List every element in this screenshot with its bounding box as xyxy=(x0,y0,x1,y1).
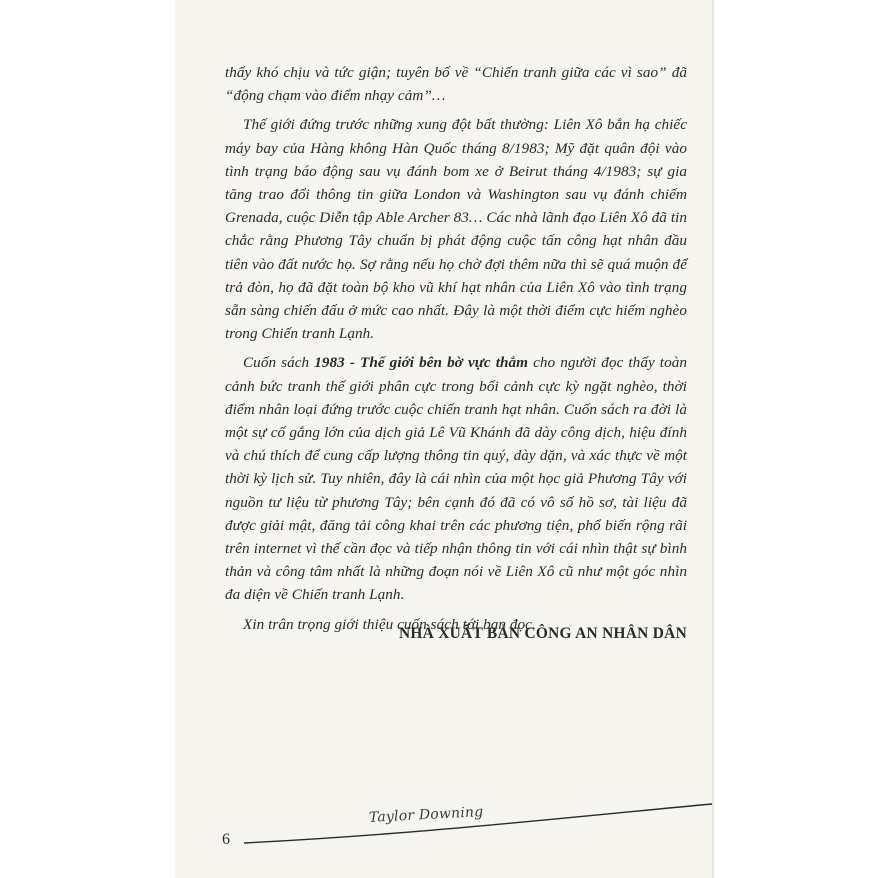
page-number: 6 xyxy=(222,831,230,848)
book-title: 1983 - Thế giới bên bờ vực thẳm xyxy=(314,354,529,372)
paragraph-3-text-start: Cuốn sách xyxy=(243,354,315,372)
body-text xyxy=(225,61,687,642)
paragraph-3-text-rest: cho người đọc thấy toàn cảnh bức tranh thế giới phân cực trong bối cảnh cực kỳ ngặt nghèo, thời điểm nhân loại đứng trước cuộc chiến tranh hạt nhân. Cuốn sách ra đời là một sự cố gắng lớn của dịch giả Lê Vũ Khánh đã dày công dịch, hiệu đính và chú thích để cung cấp lượng thông tin quý, dày dặn, và xác thực về một thời kỳ lịch sử. Tuy nhiên, đây là cái nhìn của một học giả Phương Tây với nguồn tư liệu từ phương Tây; bên cạnh đó đã có vô số hồ sơ, tài liệu đã được giải mật, đăng tải công khai trên các phương tiện, phổ biến rộng rãi trên internet vì thế cần đọc và tiếp nhận thông tin với cái nhìn thật sự bình thản và công tâm nhất là những đoạn nói về Liên Xô cũ như một góc nhìn đa diện về Chiến tranh Lạnh. xyxy=(225,354,688,604)
publisher-signature: NHÀ XUẤT BẢN CÔNG AN NHÂN DÂN xyxy=(398,625,687,642)
page-edge xyxy=(712,0,714,878)
paragraph-1 xyxy=(225,61,687,107)
paragraph-2-text: Thế giới đứng trước những xung đột bất thường: Liên Xô bắn hạ chiếc máy bay của Hàng không Hàn Quốc tháng 8/1983; Mỹ đặt quân đội vào tình trạng báo động sau vụ đánh bom xe ở Beirut tháng 4/1983; sự gia tăng trao đổi thông tin giữa London và Washington sau vụ đánh chiếm Grenada, cuộc Diễn tập Able Archer 83… Các nhà lãnh đạo Liên Xô đã tin chắc rằng Phương Tây chuẩn bị phát động cuộc tấn công hạt nhân đầu tiên vào đất nước họ. Sợ rằng nếu họ chờ đợi thêm nữa thì sẽ quá muộn để trả đòn, họ đã đặt toàn bộ kho vũ khí hạt nhân của Liên Xô vào tình trạng sẵn sàng chiến đấu ở mức cao nhất. Đây là một thời điểm cực hiếm nghèo trong Chiến tranh Lạnh. xyxy=(225,116,687,343)
running-footer-author: Taylor Downing xyxy=(368,804,484,826)
paragraph-2 xyxy=(225,113,687,345)
paragraph-3 xyxy=(225,351,687,606)
paragraph-1-text: thấy khó chịu và tức giận; tuyên bố về “Chiến tranh giữa các vì sao” đã “động chạm vào điểm nhạy cảm”… xyxy=(225,64,687,105)
paragraph-4-text: Xin trân trọng giới thiệu cuốn sách tới bạn đọc. xyxy=(243,615,536,633)
